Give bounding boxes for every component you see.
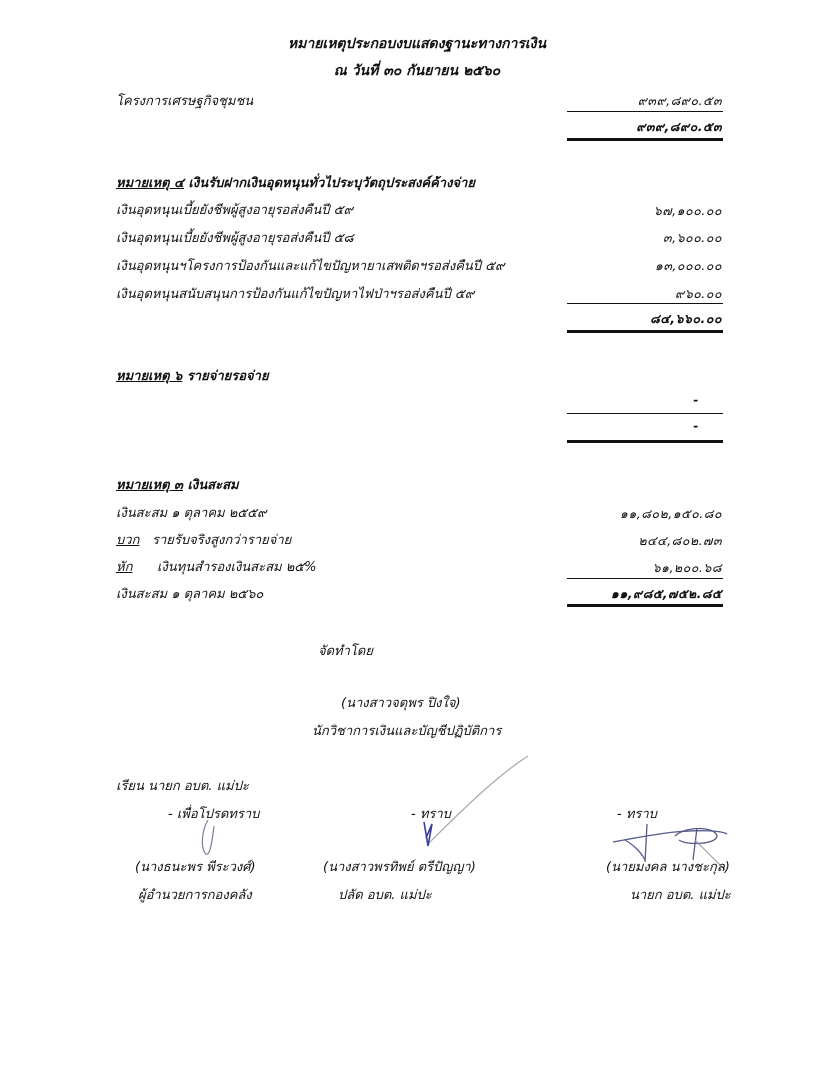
row-value: - [693, 392, 699, 407]
signatory-position: ปลัด อบต. แม่ปะ [338, 888, 432, 903]
total-double-rule [567, 330, 723, 333]
subtotal-rule [567, 413, 723, 414]
row-label: เงินอุดหนุนเบี้ยยังชีพผู้สูงอายุรอส่งคืนปี ๕๘ [116, 231, 354, 246]
document-date: ณ วันที่ ๓๐ กันยายน ๒๕๖๐ [333, 63, 501, 79]
row-label: เงินทุนสำรองเงินสะสม ๒๕% [157, 560, 317, 575]
note3-heading [116, 474, 239, 495]
prefix-label: บวก [116, 533, 140, 548]
signatory-note: - เพื่อโปรดทราบ [168, 807, 260, 822]
row-prefix-add [116, 529, 139, 550]
addressee: เรียน นายก อบต. แม่ปะ [116, 779, 249, 794]
row-label: เงินอุดหนุนฯโครงการป้องกันและแก้ไขปัญหายาเสพติดฯรอส่งคืนปี ๕๙ [116, 259, 505, 274]
preparer-position: นักวิชาการเงินและบัญชีปฏิบัติการ [312, 724, 502, 739]
signature-mark [190, 818, 230, 858]
row-value: ๖๗,๑๐๐.๐๐ [653, 203, 722, 218]
preparer-name: (นางสาวจตุพร ปิงใจ) [341, 696, 461, 711]
subtotal-rule [567, 303, 723, 304]
signatory-note: - ทราบ [411, 807, 451, 822]
note4-heading-text: เงินรับฝากเงินอุดหนุนทั่วไประบุวัตถุประสงค์ค้างจ่าย [188, 176, 475, 191]
prepared-by-label: จัดทำโดย [318, 644, 373, 659]
signatory-name: (นายมงคล นางชะกุล) [606, 860, 730, 875]
note6-heading-prefix: หมายเหตุ ๖ [116, 369, 183, 384]
total-label: เงินสะสม ๑ ตุลาคม ๒๕๖๐ [116, 587, 264, 602]
row-value: ๒๔๔,๘๐๒.๗๓ [638, 533, 722, 548]
note3-heading-text: เงินสะสม [187, 478, 239, 493]
signatory-position: ผู้อำนวยการกองคลัง [138, 888, 252, 903]
row-value: ๖๑,๒๐๐.๖๘ [652, 560, 722, 575]
note6-heading [116, 365, 269, 386]
row-value: ๑๓,๐๐๐.๐๐ [654, 258, 722, 273]
note3-heading-prefix: หมายเหตุ ๓ [116, 478, 183, 493]
signature-mark [420, 752, 530, 852]
total-value: ๙๓๙,๘๙๐.๕๓ [636, 119, 722, 134]
signatory-name: (นางสาวพรทิพย์ ตรีปัญญา) [323, 860, 476, 875]
document-title: หมายเหตุประกอบงบแสดงฐานะทางการเงิน [287, 36, 547, 52]
total-double-rule [567, 138, 723, 141]
subtotal-rule [567, 111, 723, 112]
total-double-rule [567, 604, 723, 607]
total-value: ๘๔,๖๖๐.๐๐ [650, 311, 722, 326]
prefix-label: หัก [116, 560, 133, 575]
row-label: รายรับจริงสูงกว่ารายจ่าย [152, 533, 292, 548]
row-value: ๙๖๐.๐๐ [675, 286, 722, 301]
total-double-rule [567, 440, 723, 443]
signatory-name: (นางธนะพร พีระวงศ์) [135, 860, 256, 875]
row-prefix-deduct [116, 556, 132, 577]
total-value: - [693, 418, 699, 433]
note4-heading [116, 172, 475, 193]
row-value: ๓,๖๐๐.๐๐ [663, 230, 722, 245]
note4-heading-prefix: หมายเหตุ ๔ [116, 176, 184, 191]
signatory-note: - ทราบ [617, 807, 657, 822]
signatory-position: นายก อบต. แม่ปะ [630, 888, 731, 903]
total-value: ๑๑,๙๘๕,๗๕๒.๘๕ [610, 586, 722, 601]
subtotal-rule [567, 578, 723, 579]
row-label: โครงการเศรษฐกิจชุมชน [116, 94, 254, 109]
row-value: ๙๓๙,๘๙๐.๕๓ [637, 93, 722, 108]
row-label: เงินอุดหนุนเบี้ยยังชีพผู้สูงอายุรอส่งคืนปี ๕๙ [116, 203, 353, 218]
row-label: เงินอุดหนุนสนับสนุนการป้องกันแก้ไขปัญหาไฟป่าฯรอส่งคืนปี ๕๙ [116, 287, 475, 302]
row-label: เงินสะสม ๑ ตุลาคม ๒๕๕๙ [116, 506, 267, 521]
note6-heading-text: รายจ่ายรอจ่าย [186, 369, 269, 384]
row-value: ๑๑,๘๐๒,๑๕๐.๘๐ [619, 506, 722, 521]
